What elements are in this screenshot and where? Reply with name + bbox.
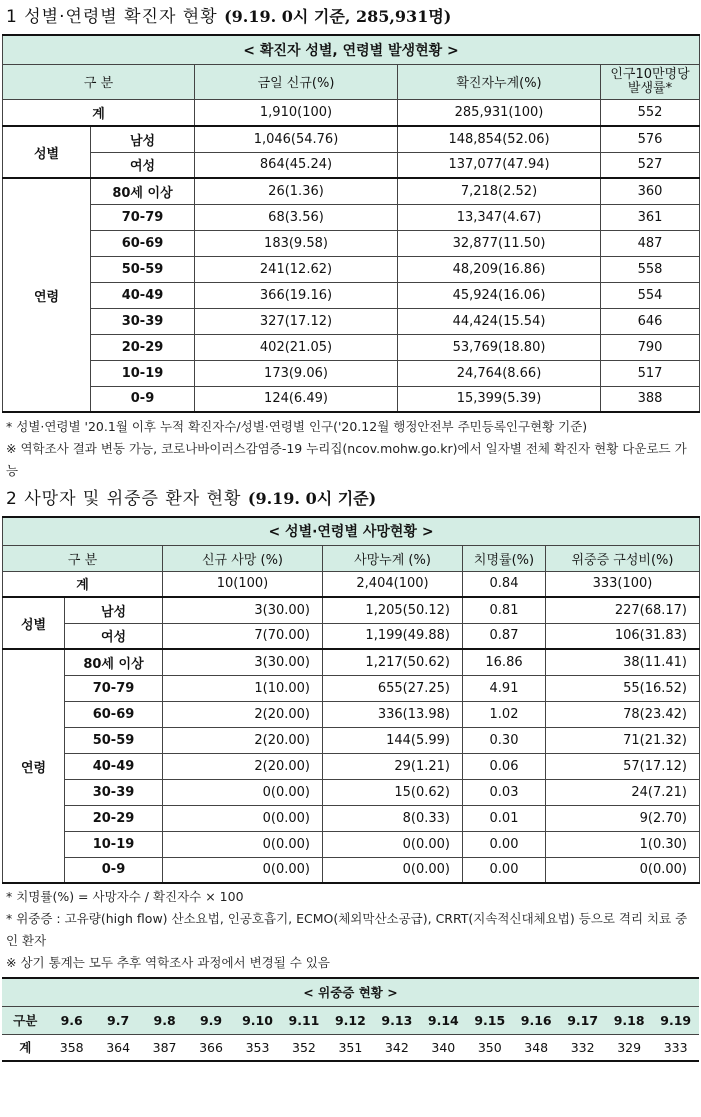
cell-severe: 38(11.41) — [546, 649, 700, 675]
section2-note-1: * 치명률(%) = 사망자수 / 확진자수 × 100 — [6, 889, 244, 904]
row-label: 80세 이상 — [91, 178, 195, 204]
cell-today: 124(6.49) — [195, 386, 398, 412]
cell-cum-deaths: 144(5.99) — [323, 727, 463, 753]
row-label: 80세 이상 — [65, 649, 163, 675]
row-label: 50-59 — [91, 256, 195, 282]
cell-fatality: 0.84 — [463, 571, 546, 597]
row-label: 30-39 — [91, 308, 195, 334]
severe-value: 358 — [48, 1034, 94, 1061]
cell-today: 1,046(54.76) — [195, 126, 398, 152]
cell-severe: 71(21.32) — [546, 727, 700, 753]
severe-date: 9.7 — [95, 1006, 141, 1034]
severe-value: 332 — [559, 1034, 605, 1061]
severe-date: 9.19 — [652, 1006, 699, 1034]
cell-rate: 646 — [601, 308, 700, 334]
severe-date: 9.17 — [559, 1006, 605, 1034]
cell-cumulative: 32,877(11.50) — [398, 230, 601, 256]
severe-value: 352 — [281, 1034, 327, 1061]
cell-cum-deaths: 15(0.62) — [323, 779, 463, 805]
row-label: 0-9 — [91, 386, 195, 412]
cell-cum-deaths: 29(1.21) — [323, 753, 463, 779]
cell-cum-deaths: 1,199(49.88) — [323, 623, 463, 649]
cell-new-deaths: 3(30.00) — [163, 597, 323, 623]
cell-cumulative: 7,218(2.52) — [398, 178, 601, 204]
header-category: 구 분 — [3, 64, 195, 99]
header-new-deaths: 신규 사망 (%) — [163, 545, 323, 571]
cell-today: 173(9.06) — [195, 360, 398, 386]
row-label: 40-49 — [91, 282, 195, 308]
header-cum-deaths: 사망누계 (%) — [323, 545, 463, 571]
header-severe: 위중증 구성비(%) — [546, 545, 700, 571]
table3-caption: < 위중증 현황 > — [2, 978, 699, 1006]
section2-title: 2 사망자 및 위중증 환자 현황 (9.19. 0시 기준) — [6, 489, 377, 509]
cell-fatality: 0.00 — [463, 857, 546, 883]
cell-fatality: 4.91 — [463, 675, 546, 701]
row-label: 40-49 — [65, 753, 163, 779]
severe-date: 9.6 — [48, 1006, 94, 1034]
row-label: 20-29 — [91, 334, 195, 360]
header-fatality: 치명률(%) — [463, 545, 546, 571]
cell-cum-deaths: 336(13.98) — [323, 701, 463, 727]
cell-rate: 361 — [601, 204, 700, 230]
section2-note-2: * 위중증 : 고유량(high flow) 산소요법, 인공호흡기, ECMO(체외막산소공급), CRRT(지속적신대체요법) 등으로 격리 치료 중인 환자 — [6, 911, 688, 948]
cell-today: 402(21.05) — [195, 334, 398, 360]
cell-cumulative: 44,424(15.54) — [398, 308, 601, 334]
cell-severe: 227(68.17) — [546, 597, 700, 623]
row-label: 60-69 — [65, 701, 163, 727]
total-rate: 552 — [601, 99, 700, 126]
row-label: 10-19 — [91, 360, 195, 386]
severe-date: 9.13 — [374, 1006, 420, 1034]
sex-group-label: 성별 — [3, 597, 65, 649]
cell-fatality: 0.06 — [463, 753, 546, 779]
cell-cum-deaths: 1,217(50.62) — [323, 649, 463, 675]
row-label: 여성 — [65, 623, 163, 649]
severe-value: 342 — [374, 1034, 420, 1061]
total-label: 계 — [3, 571, 163, 597]
cell-cum-deaths: 0(0.00) — [323, 831, 463, 857]
cell-rate: 576 — [601, 126, 700, 152]
cell-severe: 57(17.12) — [546, 753, 700, 779]
cell-rate: 527 — [601, 152, 700, 178]
cell-severe: 78(23.42) — [546, 701, 700, 727]
cell-rate: 554 — [601, 282, 700, 308]
cell-severe: 9(2.70) — [546, 805, 700, 831]
severe-date: 9.16 — [513, 1006, 559, 1034]
cell-severe: 55(16.52) — [546, 675, 700, 701]
row-label: 10-19 — [65, 831, 163, 857]
section1-title: 1 성별·연령별 확진자 현황 (9.19. 0시 기준, 285,931명) — [6, 7, 452, 27]
cell-severe: 333(100) — [546, 571, 700, 597]
confirmed-cases-table — [2, 34, 700, 413]
severe-value: 387 — [141, 1034, 187, 1061]
cell-today: 68(3.56) — [195, 204, 398, 230]
total-cumulative: 285,931(100) — [398, 99, 601, 126]
cell-new-deaths: 0(0.00) — [163, 805, 323, 831]
cell-fatality: 0.01 — [463, 805, 546, 831]
sex-group-label: 성별 — [3, 126, 91, 178]
row-label: 20-29 — [65, 805, 163, 831]
severe-value: 350 — [467, 1034, 513, 1061]
row-label: 60-69 — [91, 230, 195, 256]
cell-new-deaths: 7(70.00) — [163, 623, 323, 649]
severe-value: 333 — [652, 1034, 699, 1061]
age-group-label: 연령 — [3, 178, 91, 412]
severe-value: 353 — [234, 1034, 280, 1061]
cell-today: 183(9.58) — [195, 230, 398, 256]
severe-date: 9.8 — [141, 1006, 187, 1034]
cell-fatality: 0.81 — [463, 597, 546, 623]
severe-date: 9.18 — [606, 1006, 652, 1034]
row-label: 남성 — [65, 597, 163, 623]
cell-new-deaths: 0(0.00) — [163, 857, 323, 883]
severe-trend-table — [2, 977, 699, 1062]
cell-cumulative: 137,077(47.94) — [398, 152, 601, 178]
row-label: 0-9 — [65, 857, 163, 883]
cell-today: 864(45.24) — [195, 152, 398, 178]
cell-today: 26(1.36) — [195, 178, 398, 204]
cell-cum-deaths: 1,205(50.12) — [323, 597, 463, 623]
cell-rate: 360 — [601, 178, 700, 204]
cell-fatality: 16.86 — [463, 649, 546, 675]
row-label: 70-79 — [65, 675, 163, 701]
severe-value: 329 — [606, 1034, 652, 1061]
cell-fatality: 0.30 — [463, 727, 546, 753]
cell-cumulative: 45,924(16.06) — [398, 282, 601, 308]
cell-cumulative: 48,209(16.86) — [398, 256, 601, 282]
cell-rate: 388 — [601, 386, 700, 412]
header-category: 구 분 — [3, 545, 163, 571]
table2-caption: < 성별·연령별 사망현황 > — [3, 517, 700, 545]
cell-severe: 1(0.30) — [546, 831, 700, 857]
cell-rate: 790 — [601, 334, 700, 360]
cell-cumulative: 148,854(52.06) — [398, 126, 601, 152]
cell-rate: 558 — [601, 256, 700, 282]
severe-date: 9.14 — [420, 1006, 466, 1034]
row-label: 남성 — [91, 126, 195, 152]
header-rate: 인구10만명당 발생률* — [601, 64, 700, 99]
total-label: 계 — [3, 99, 195, 126]
cell-fatality: 0.87 — [463, 623, 546, 649]
cell-fatality: 0.00 — [463, 831, 546, 857]
severe-value: 366 — [188, 1034, 234, 1061]
cell-cumulative: 53,769(18.80) — [398, 334, 601, 360]
cell-today: 327(17.12) — [195, 308, 398, 334]
severe-date: 9.15 — [467, 1006, 513, 1034]
cell-cum-deaths: 0(0.00) — [323, 857, 463, 883]
section1-note-1: * 성별·연령별 '20.1월 이후 누적 확진자수/성별·연령별 인구('20.12월 행정안전부 주민등록인구현황 기준) — [6, 419, 588, 434]
row-label: 여성 — [91, 152, 195, 178]
severe-date: 9.10 — [234, 1006, 280, 1034]
severe-value: 348 — [513, 1034, 559, 1061]
cell-severe: 0(0.00) — [546, 857, 700, 883]
header-cumulative: 확진자누계(%) — [398, 64, 601, 99]
severe-date: 9.9 — [188, 1006, 234, 1034]
severe-head-label: 구분 — [2, 1006, 48, 1034]
cell-rate: 487 — [601, 230, 700, 256]
cell-new-deaths: 3(30.00) — [163, 649, 323, 675]
cell-new-deaths: 1(10.00) — [163, 675, 323, 701]
cell-new-deaths: 2(20.00) — [163, 753, 323, 779]
severe-value: 340 — [420, 1034, 466, 1061]
severe-value: 364 — [95, 1034, 141, 1061]
severe-date: 9.12 — [327, 1006, 373, 1034]
cell-new-deaths: 0(0.00) — [163, 831, 323, 857]
severe-total-label: 계 — [2, 1034, 48, 1061]
severe-value: 351 — [327, 1034, 373, 1061]
section2-note-3: ※ 상기 통계는 모두 추후 역학조사 과정에서 변경될 수 있음 — [6, 955, 330, 970]
cell-new-deaths: 10(100) — [163, 571, 323, 597]
cell-new-deaths: 2(20.00) — [163, 701, 323, 727]
cell-fatality: 1.02 — [463, 701, 546, 727]
cell-cumulative: 24,764(8.66) — [398, 360, 601, 386]
cell-cum-deaths: 2,404(100) — [323, 571, 463, 597]
cell-cum-deaths: 8(0.33) — [323, 805, 463, 831]
row-label: 30-39 — [65, 779, 163, 805]
cell-rate: 517 — [601, 360, 700, 386]
cell-today: 366(19.16) — [195, 282, 398, 308]
cell-cumulative: 15,399(5.39) — [398, 386, 601, 412]
total-today: 1,910(100) — [195, 99, 398, 126]
row-label: 50-59 — [65, 727, 163, 753]
age-group-label: 연령 — [3, 649, 65, 883]
severe-date: 9.11 — [281, 1006, 327, 1034]
deaths-table — [2, 516, 700, 884]
header-today: 금일 신규(%) — [195, 64, 398, 99]
cell-severe: 106(31.83) — [546, 623, 700, 649]
cell-new-deaths: 0(0.00) — [163, 779, 323, 805]
row-label: 70-79 — [91, 204, 195, 230]
cell-fatality: 0.03 — [463, 779, 546, 805]
cell-cum-deaths: 655(27.25) — [323, 675, 463, 701]
table1-caption: < 확진자 성별, 연령별 발생현황 > — [3, 35, 700, 64]
section1-note-2: ※ 역학조사 결과 변동 가능, 코로나바이러스감염증-19 누리집(ncov.mohw.go.kr)에서 일자별 전체 확진자 현황 다운로드 가능 — [6, 441, 687, 478]
cell-severe: 24(7.21) — [546, 779, 700, 805]
cell-new-deaths: 2(20.00) — [163, 727, 323, 753]
cell-cumulative: 13,347(4.67) — [398, 204, 601, 230]
cell-today: 241(12.62) — [195, 256, 398, 282]
